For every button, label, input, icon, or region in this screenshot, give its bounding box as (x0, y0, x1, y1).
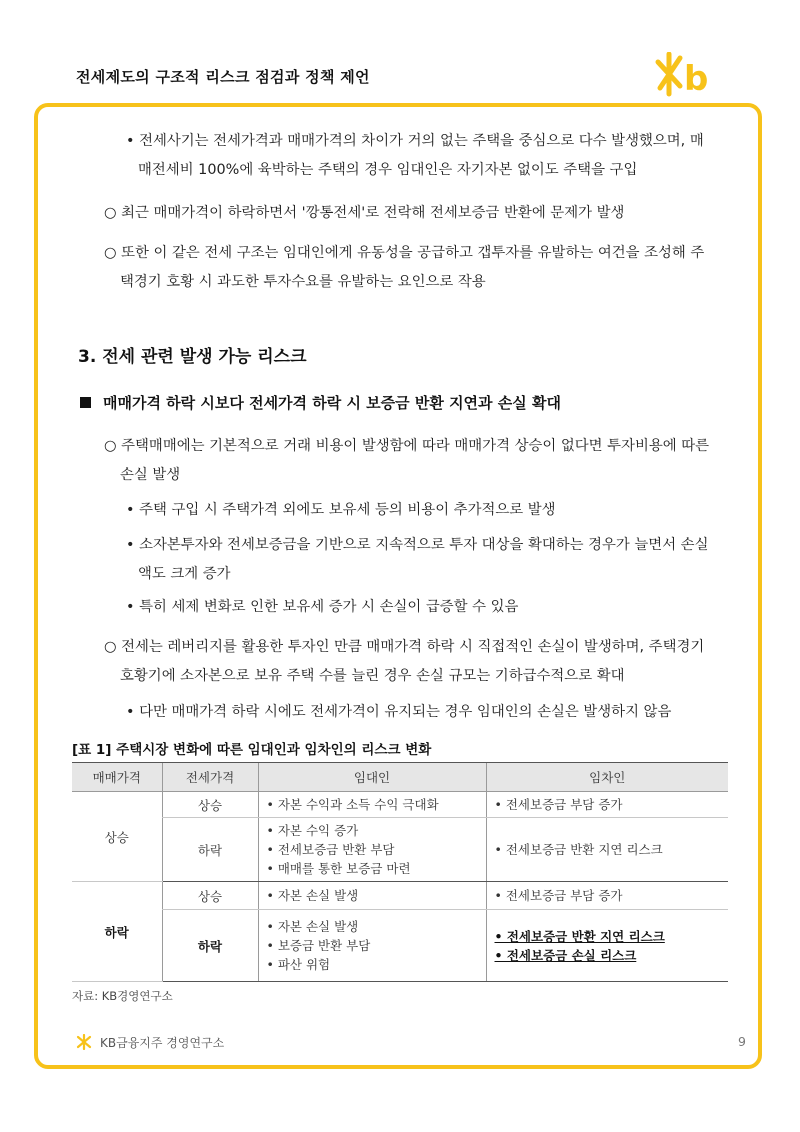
table-row (72, 792, 728, 818)
tenant-cell (486, 910, 728, 982)
sale-price-cell: 하락 (72, 882, 162, 982)
landlord-item: • 매매를 통한 보증금 마련 (266, 861, 411, 876)
table-source: 자료: KB경영연구소 (72, 989, 173, 1003)
svg-text:b: b (684, 59, 709, 98)
bullet-3-line-1: • 소자본투자와 전세보증금을 기반으로 지속적으로 투자 대상을 확대하는 경우가 늘면서 손실 (126, 537, 709, 553)
subsection-title (80, 392, 561, 413)
landlord-item: • 자본 수익과 소득 수익 극대화 (266, 797, 439, 812)
tenant-item-emphasized: • 전세보증금 반환 지연 리스크 (494, 928, 665, 944)
tenant-item-emphasized: • 전세보증금 손실 리스크 (494, 947, 637, 963)
tenant-item: • 전세보증금 부담 증가 (494, 888, 623, 903)
kb-logo (652, 52, 728, 98)
paragraph-3-line-1: ○ 주택매매에는 기본적으로 거래 비용이 발생함에 따라 매매가격 상승이 없다면 투자비용에 따른 (104, 438, 710, 454)
jeonse-price-cell: 상승 (162, 882, 258, 910)
header-tenant: 임차인 (486, 763, 728, 792)
header-sale-price: 매매가격 (72, 763, 162, 792)
table-row (72, 882, 728, 910)
jeonse-price-cell: 상승 (162, 792, 258, 818)
paragraph-2-line-1: ○ 또한 이 같은 전세 구조는 임대인에게 유동성을 공급하고 갭투자를 유발하는 여건을 조성해 주 (104, 245, 705, 261)
landlord-item: • 자본 손실 발생 (266, 919, 359, 934)
table-header-row (72, 763, 728, 792)
landlord-item: • 전세보증금 반환 부담 (266, 842, 395, 857)
table-row (72, 910, 728, 982)
bullet-5: • 다만 매매가격 하락 시에도 전세가격이 유지되는 경우 임대인의 손실은 발생하지 않음 (126, 704, 672, 720)
footer-org: KB금융지주 경영연구소 (100, 1036, 225, 1050)
landlord-cell (258, 818, 486, 882)
bullet-3-line-2: 액도 크게 증가 (138, 566, 231, 582)
table-row (72, 818, 728, 882)
header-landlord: 임대인 (258, 763, 486, 792)
landlord-cell (258, 882, 486, 910)
paragraph-2-line-2: 택경기 호황 시 과도한 투자수요를 유발하는 요인으로 작용 (120, 274, 486, 290)
bullet-2: • 주택 구입 시 주택가격 외에도 보유세 등의 비용이 추가적으로 발생 (126, 502, 556, 518)
paragraph-1: ○ 최근 매매가격이 하락하면서 '깡통전세'로 전락해 전세보증금 반환에 문제가 발생 (104, 205, 625, 221)
section-title: 3. 전세 관련 발생 가능 리스크 (78, 347, 307, 367)
landlord-item: • 보증금 반환 부담 (266, 938, 371, 953)
kb-footer-logo-icon (76, 1034, 100, 1050)
bullet-1-line-1: • 전세사기는 전세가격과 매매가격의 차이가 거의 없는 주택을 중심으로 다수 발생했으며, 매 (126, 133, 704, 149)
landlord-item: • 자본 손실 발생 (266, 888, 359, 903)
tenant-cell (486, 818, 728, 882)
risk-table (72, 762, 728, 982)
sale-price-cell: 상승 (72, 792, 162, 882)
paragraph-4-line-1: ○ 전세는 레버리지를 활용한 투자인 만큼 매매가격 하락 시 직접적인 손실이 발생하며, 주택경기 (104, 639, 705, 655)
tenant-item: • 전세보증금 반환 지연 리스크 (494, 842, 663, 857)
bullet-4: • 특히 세제 변화로 인한 보유세 증가 시 손실이 급증할 수 있음 (126, 599, 519, 615)
landlord-cell (258, 792, 486, 818)
header-jeonse-price: 전세가격 (162, 763, 258, 792)
landlord-item: • 자본 수익 증가 (266, 823, 359, 838)
tenant-cell (486, 792, 728, 818)
landlord-cell (258, 910, 486, 982)
page-header-title: 전세제도의 구조적 리스크 점검과 정책 제언 (76, 68, 370, 86)
subsection-title-text: 매매가격 하락 시보다 전세가격 하락 시 보증금 반환 지연과 손실 확대 (103, 394, 561, 412)
bullet-1-line-2: 매전세비 100%에 육박하는 주택의 경우 임대인은 자기자본 없이도 주택을 구입 (138, 162, 638, 178)
tenant-cell (486, 882, 728, 910)
paragraph-3-line-2: 손실 발생 (120, 467, 181, 483)
page-number: 9 (738, 1034, 746, 1049)
square-bullet-icon (80, 397, 91, 408)
landlord-item: • 파산 위험 (266, 957, 331, 972)
jeonse-price-cell: 하락 (162, 818, 258, 882)
paragraph-4-line-2: 호황기에 소자본으로 보유 주택 수를 늘린 경우 손실 규모는 기하급수적으로 확대 (120, 668, 625, 684)
tenant-item: • 전세보증금 부담 증가 (494, 797, 623, 812)
table-caption: [표 1] 주택시장 변화에 따른 임대인과 임차인의 리스크 변화 (72, 742, 432, 758)
jeonse-price-cell: 하락 (162, 910, 258, 982)
